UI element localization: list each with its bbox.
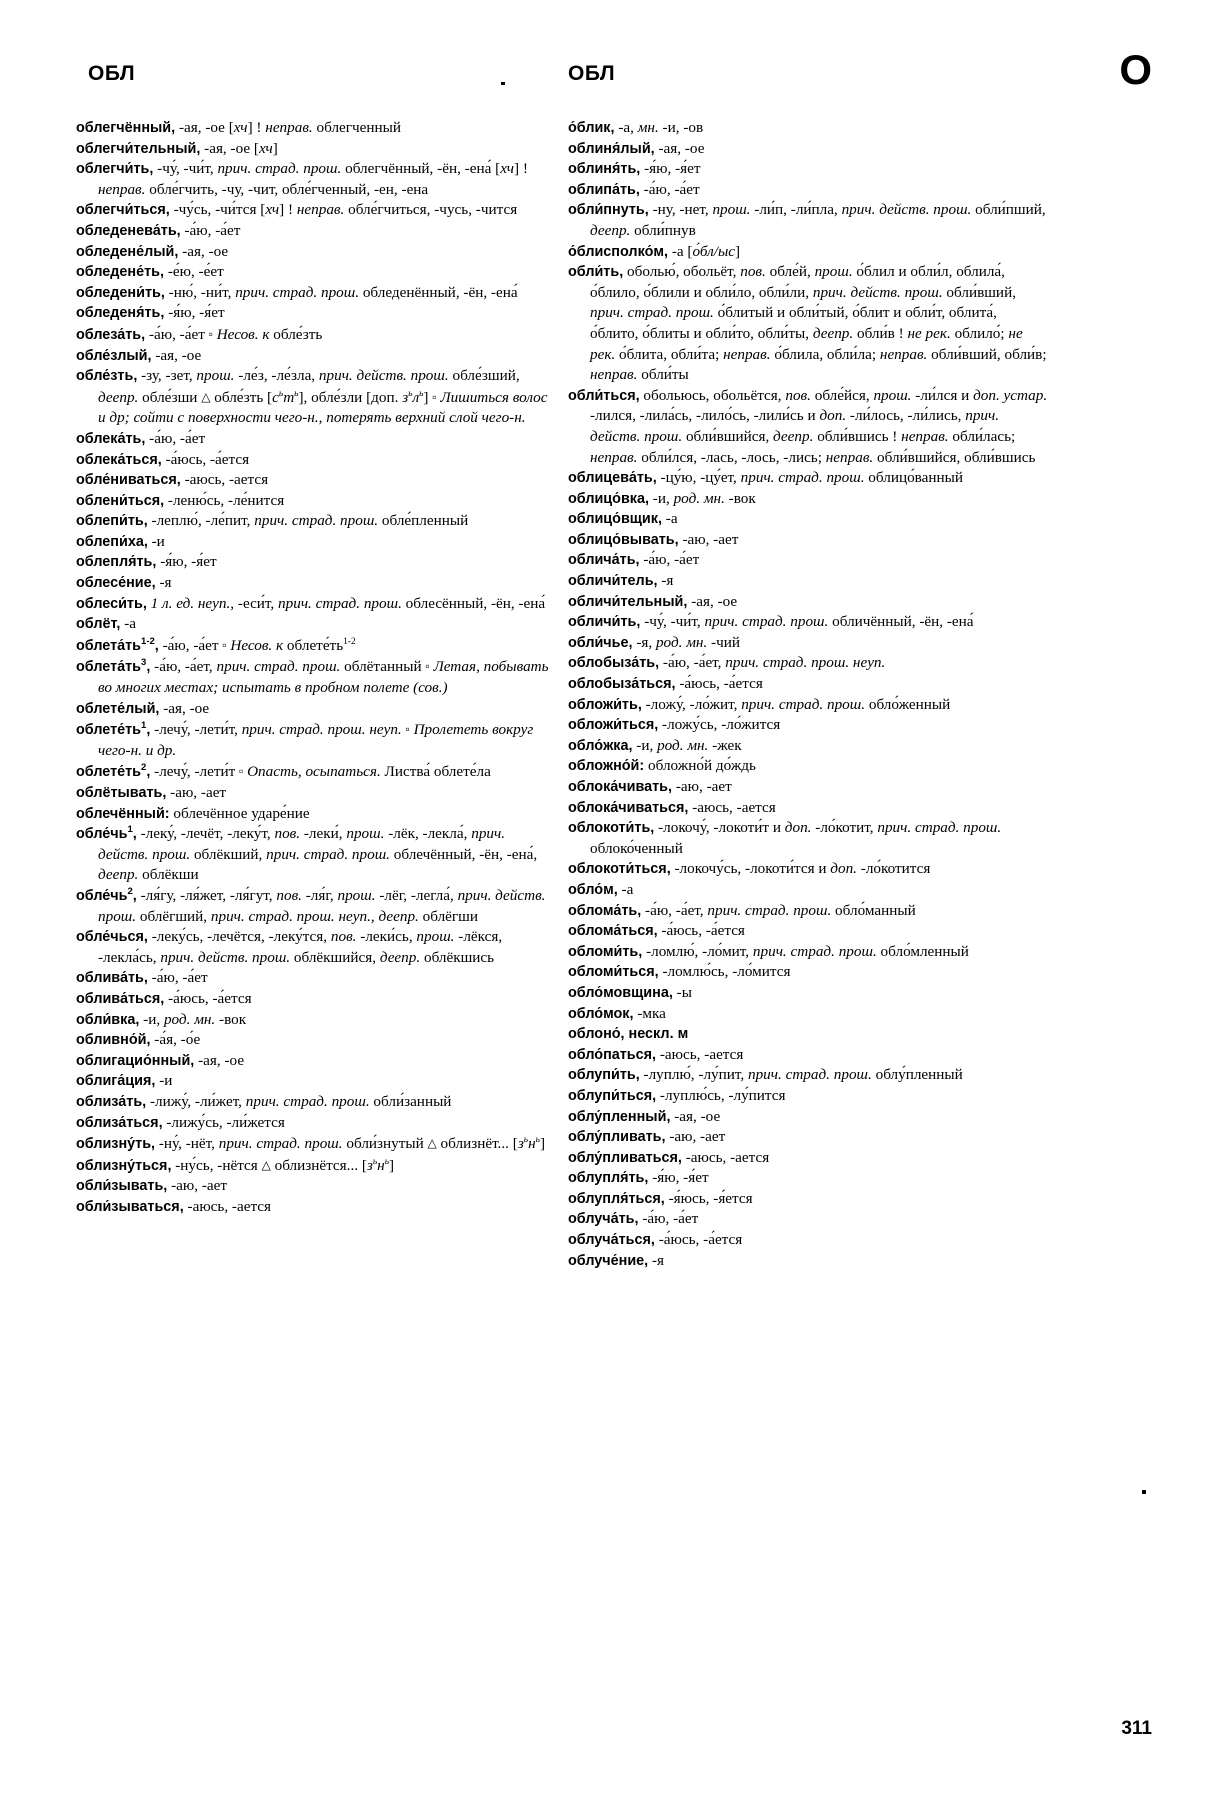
- dictionary-entry: [76, 699, 556, 720]
- dictionary-entry: [76, 262, 556, 283]
- entry-text: облигацио́нный, -ая, -ое: [76, 1051, 245, 1069]
- entry-text: облупи́ть, -луплю́, -лу́пит, прич. страд. прош. облу́пленный: [568, 1066, 963, 1084]
- dictionary-entry: [568, 118, 1048, 139]
- entry-text: обли́пнуть, -ну, -нет, прош. -ли́п, -ли́пла, прич. действ. прош. обли́пший, деепр. обли́пнув: [568, 201, 1046, 239]
- entry-text: облу́пливаться, -аюсь, -ается: [568, 1148, 770, 1166]
- dictionary-entry: [76, 200, 556, 221]
- entry-text: облока́чивать, -аю, -ает: [568, 778, 732, 795]
- entry-text: облиза́ться, -лижу́сь, -ли́жется: [76, 1113, 285, 1131]
- entry-text: обло́жка, -и, род. мн. -жек: [568, 736, 742, 754]
- dictionary-entry: [568, 715, 1048, 736]
- dictionary-entry: [76, 1176, 556, 1197]
- entry-text: облобыза́ться, -а́юсь, -а́ется: [568, 675, 763, 693]
- dictionary-entry: [568, 777, 1048, 798]
- dictionary-entry: [76, 450, 556, 471]
- entry-text: обле́злый, -ая, -ое: [76, 346, 202, 364]
- dictionary-entry: [568, 1004, 1048, 1025]
- entry-text: облечённый: облечённое ударе́ние: [76, 804, 310, 822]
- dictionary-entry: [568, 1065, 1048, 1086]
- entry-text: о́блик, -а, мн. -и, -ов: [568, 119, 704, 136]
- entry-text: облига́ция, -и: [76, 1072, 173, 1090]
- dictionary-entry: [568, 592, 1048, 613]
- dictionary-entry: [568, 242, 1048, 263]
- entry-text: облуче́ние, -я: [568, 1251, 665, 1269]
- entry-text: облупи́ться, -луплю́сь, -лу́пится: [568, 1086, 786, 1104]
- entry-text: облокоти́ться, -локочу́сь, -локоти́тся и доп. -ло́котится: [568, 860, 931, 878]
- dictionary-entry: [76, 221, 556, 242]
- entry-text: $облете́ть^1$, -лечу́, -лети́т, прич. страд. прош. неуп. ▫ Пролететь вокруг чего-н. и др.: [76, 720, 534, 759]
- entry-text: обложно́й: обложно́й до́ждь: [568, 757, 756, 775]
- dictionary-entry: [76, 429, 556, 450]
- entry-text: облуча́ть, -а́ю, -а́ет: [568, 1210, 699, 1228]
- entry-text: обледени́ть, -ню́, -ни́т, прич. страд. прош. обледенённый, -ён, -ена́: [76, 283, 518, 301]
- dictionary-entry: [76, 1092, 556, 1113]
- dictionary-entry: [568, 921, 1048, 942]
- entry-text: $обле́чь^2$, -ля́гу, -ля́жет, -ля́гут, пов. -ля́г, прош. -лёг, -легла́, прич. действ. прош. облёгший, прич. страд. прош. неуп., деепр. облёгши: [76, 886, 546, 925]
- entry-text: облегчи́ться, -чу́сь, -чи́тся [хч] ! неправ. обле́гчиться, -чусь, -чится: [76, 201, 518, 219]
- entry-text: облицева́ть, -цу́ю, -цу́ет, прич. страд. прош. облицо́ванный: [568, 469, 963, 487]
- entry-text: облома́ть, -а́ю, -а́ет, прич. страд. прош. обло́манный: [568, 901, 916, 919]
- dictionary-entry: [76, 1155, 556, 1177]
- dictionary-entry: [568, 901, 1048, 922]
- entry-text: обли́вка, -и, род. мн. -вок: [76, 1010, 247, 1028]
- dictionary-entry: [568, 1086, 1048, 1107]
- entry-text: обло́мок, -мка: [568, 1004, 666, 1022]
- entry-text: обличи́тель, -я: [568, 572, 674, 590]
- entry-text: облепля́ть, -я́ю, -я́ет: [76, 553, 217, 571]
- dictionary-entry: [568, 550, 1048, 571]
- right-column: [568, 118, 1048, 1271]
- dictionary-entry: [76, 1113, 556, 1134]
- dictionary-entry: [568, 962, 1048, 983]
- dictionary-entry: [76, 656, 556, 698]
- dictionary-entry: [568, 1209, 1048, 1230]
- entry-text: обло́м, -а: [568, 880, 634, 898]
- entry-text: обложи́ть, -ложу́, -ло́жит, прич. страд. прош. обло́женный: [568, 695, 951, 713]
- entry-text: обли́чье, -я, род. мн. -чий: [568, 633, 740, 651]
- dictionary-entry: [568, 1024, 1048, 1045]
- entry-text: облу́пленный, -ая, -ое: [568, 1107, 721, 1125]
- entry-text: облицо́вывать, -аю, -ает: [568, 530, 739, 548]
- dictionary-entry: [76, 761, 556, 783]
- entry-text: облепи́ха, -и: [76, 532, 165, 550]
- entry-text: обличи́ть, -чу́, -чи́т, прич. страд. прош. обличённый, -ён, -ена́: [568, 613, 974, 631]
- dictionary-entry: [76, 1030, 556, 1051]
- entry-text: $облета́ть^{1-2}$, -а́ю, -а́ет ▫ Несов. к $облете́ть^{1-2}$: [76, 636, 356, 654]
- dictionary-entry: [568, 1251, 1048, 1272]
- dictionary-entry: [568, 880, 1048, 901]
- entry-text: облесе́ние, -я: [76, 574, 172, 592]
- entry-text: облиза́ть, -лижу́, -ли́жет, прич. страд. прош. обли́занный: [76, 1092, 452, 1110]
- dictionary-entry: [76, 804, 556, 825]
- dictionary-entry: [568, 756, 1048, 777]
- dictionary-entry: [76, 118, 556, 139]
- entry-text: обле́ниваться, -аюсь, -ается: [76, 471, 269, 489]
- dictionary-entry: [76, 283, 556, 304]
- entry-text: облизну́ть, -ну́, -нёт, прич. страд. прош. обли́знутый △ облизнёт... $[з^ьн^ь]$: [76, 1135, 546, 1153]
- entry-text: обле́зть, -зу, -зет, прош. -ле́з, -ле́зла, прич. действ. прош. обле́зший, деепр. обле́зши △ обле́зть $[с^ьт^ь]$, обле́зли [доп. $з^ьл^ь$] ▫ Лишиться волос и др; сойти с поверхности чего-н., потерять верхний слой чего-н.: [76, 367, 548, 427]
- running-head-left: ОБЛ: [88, 62, 136, 85]
- dictionary-entry: [568, 798, 1048, 819]
- entry-text: облуча́ться, -а́юсь, -а́ется: [568, 1231, 743, 1249]
- dictionary-entry: [568, 653, 1048, 674]
- entry-text: обледеня́ть, -я́ю, -я́ет: [76, 304, 225, 322]
- dictionary-entry: [568, 1148, 1048, 1169]
- entry-text: облека́ть, -а́ю, -а́ет: [76, 429, 206, 447]
- dictionary-entry: [568, 468, 1048, 489]
- dictionary-entry: [76, 242, 556, 263]
- dictionary-entry: [568, 942, 1048, 963]
- dictionary-entry: [76, 1197, 556, 1218]
- running-head-mid: ОБЛ: [568, 62, 616, 85]
- dictionary-entry: [76, 303, 556, 324]
- entry-text: облокоти́ть, -локочу́, -локоти́т и доп. -ло́котит, прич. страд. прош. облоко́ченный: [568, 819, 1002, 857]
- entry-text: обледене́лый, -ая, -ое: [76, 242, 229, 260]
- entry-text: обложи́ться, -ложу́сь, -ло́жится: [568, 716, 781, 734]
- entry-text: обливно́й, -а́я, -о́е: [76, 1031, 201, 1049]
- entry-text: облепи́ть, -леплю́, -ле́пит, прич. страд. прош. обле́пленный: [76, 512, 469, 530]
- dictionary-entry: [568, 983, 1048, 1004]
- dictionary-entry: [76, 1133, 556, 1155]
- entry-text: облеза́ть, -а́ю, -а́ет ▫ Несов. к обле́зть: [76, 325, 323, 343]
- entry-text: облеси́ть, 1 л. ед. неуп., -еси́т, прич. страд. прош. облесённый, -ён, -ена́: [76, 594, 546, 612]
- dictionary-entry: [568, 509, 1048, 530]
- dictionary-entry: [568, 612, 1048, 633]
- dictionary-entry: [568, 1189, 1048, 1210]
- entry-text: обледенева́ть, -а́ю, -а́ет: [76, 221, 241, 239]
- entry-text: облиня́лый, -ая, -ое: [568, 139, 705, 157]
- dictionary-entry: [76, 614, 556, 635]
- entry-text: облупля́ть, -я́ю, -я́ет: [568, 1169, 709, 1187]
- header-dot: [501, 82, 505, 85]
- entry-text: облоно́, нескл. м: [568, 1026, 689, 1043]
- entry-text: облёт, -а: [76, 615, 137, 633]
- dictionary-entry: [568, 159, 1048, 180]
- letter-tab: О: [1119, 46, 1152, 93]
- entry-text: облегчи́тельный, -ая, -ое [хч]: [76, 139, 278, 157]
- entry-text: облупля́ться, -я́юсь, -я́ется: [568, 1189, 753, 1207]
- entry-text: обли́ться, обольюсь, обольётся, пов. обле́йся, прош. -ли́лся и доп. устар. -лился, -лила́сь, -лило́сь, -лили́сь и доп. -ли́лось, -ли́лись, прич. действ. прош. обли́вшийся, деепр. обли́вшись ! неправ. обли́лась; неправ. обли́лся, -лась, -лось, -лись; неправ. обли́вшийся, обли́вшись: [568, 386, 1048, 466]
- entry-text: обли́ть, оболью́, обольёт, пов. обле́й, прош. о́блил и обли́л, облила́, о́блило, о́блили и обли́ло, обли́ли, прич. действ. прош. обли́вший, прич. страд. прош. о́блитый и обли́тый, о́блит и обли́т, облита́, о́блито, о́блиты и обли́то, обли́ты, деепр. обли́в ! не рек. облило́; не рек. о́блита, обли́та; неправ. о́блила, обли́ла; неправ. обли́вший, обли́в; неправ. обли́ты: [568, 263, 1047, 384]
- dictionary-entry: [76, 491, 556, 512]
- dictionary-entry: [76, 532, 556, 553]
- dictionary-entry: [76, 1010, 556, 1031]
- entry-text: облобыза́ть, -а́ю, -а́ет, прич. страд. прош. неуп.: [568, 654, 886, 672]
- dictionary-entry: [76, 783, 556, 804]
- entry-text: обло́мовщина, -ы: [568, 983, 692, 1001]
- dictionary-entry: [76, 346, 556, 367]
- entry-text: облегчённый, -ая, -ое [хч] ! неправ. облегченный: [76, 119, 401, 136]
- entry-text: облиня́ть, -я́ю, -я́ет: [568, 160, 701, 178]
- entry-text: облегчи́ть, -чу́, -чи́т, прич. страд. прош. облегчённый, -ён, -ена́ [хч] ! неправ. обле́гчить, -чу, -чит, обле́гченный, -ен, -ена: [76, 160, 528, 198]
- entry-text: облека́ться, -а́юсь, -а́ется: [76, 450, 250, 468]
- entry-text: облётывать, -аю, -ает: [76, 784, 227, 801]
- dictionary-entry: [76, 1071, 556, 1092]
- dictionary-entry: [76, 989, 556, 1010]
- dictionary-entry: [568, 1168, 1048, 1189]
- dictionary-entry: [568, 736, 1048, 757]
- entry-text: обли́зывать, -аю, -ает: [76, 1177, 228, 1195]
- entry-text: обломи́ть, -ломлю́, -ло́мит, прич. страд. прош. обло́мленный: [568, 942, 969, 960]
- dictionary-entry: [76, 552, 556, 573]
- dictionary-entry: [76, 824, 556, 886]
- entry-text: облива́ть, -а́ю, -а́ет: [76, 969, 208, 987]
- entry-text: обледене́ть, -е́ю, -е́ет: [76, 263, 224, 281]
- dictionary-entry: [76, 968, 556, 989]
- entry-text: облете́лый, -ая, -ое: [76, 699, 210, 717]
- entry-text: $облете́ть^2$, -лечу́, -лети́т ▫ Опасть, осыпаться. Листва́ облете́ла: [76, 762, 491, 781]
- dictionary-entry: [568, 489, 1048, 510]
- dictionary-entry: [76, 573, 556, 594]
- dictionary-entry: [568, 571, 1048, 592]
- entry-text: обло́паться, -аюсь, -ается: [568, 1045, 744, 1063]
- entry-text: облока́чиваться, -аюсь, -ается: [568, 798, 776, 816]
- dictionary-entry: [76, 366, 556, 429]
- dictionary-entry: [568, 262, 1048, 386]
- entry-text: облизну́ться, -ну́сь, -нётся △ облизнётся... $[з^ьн^ь]$: [76, 1156, 395, 1174]
- dictionary-entry: [76, 324, 556, 346]
- dictionary-entry: [568, 674, 1048, 695]
- entry-text: о́блисполко́м, -а [о́бл/ыс]: [568, 242, 741, 260]
- entry-text: облицо́вщик, -а: [568, 510, 678, 528]
- page-number: 311: [1121, 1718, 1152, 1739]
- entry-text: обличи́тельный, -ая, -ое: [568, 592, 738, 610]
- dictionary-entry: [568, 1107, 1048, 1128]
- dictionary-entry: [76, 635, 556, 657]
- dictionary-entry: [568, 859, 1048, 880]
- dictionary-entry: [568, 818, 1048, 859]
- entry-text: обломи́ться, -ломлю́сь, -ло́мится: [568, 963, 791, 981]
- entry-text: облома́ться, -а́юсь, -а́ется: [568, 922, 745, 940]
- dictionary-entry: [76, 886, 556, 927]
- entry-text: облицо́вка, -и, род. мн. -вок: [568, 489, 756, 507]
- entry-text: облу́пливать, -аю, -ает: [568, 1128, 726, 1146]
- dictionary-entry: [76, 139, 556, 160]
- dictionary-entry: [568, 1230, 1048, 1251]
- dictionary-entry: [76, 1051, 556, 1072]
- entry-text: $облета́ть^3$, -а́ю, -а́ет, прич. страд. прош. облётанный ▫ Летая, побывать во многих местах; испытать в пробном полете (сов.): [76, 657, 549, 697]
- dictionary-entry: [568, 139, 1048, 160]
- page-header: [0, 46, 1230, 102]
- dictionary-entry: [568, 633, 1048, 654]
- entry-text: облипа́ть, -а́ю, -а́ет: [568, 180, 700, 198]
- entry-text: облича́ть, -а́ю, -а́ет: [568, 551, 700, 569]
- entry-text: облени́ться, -леню́сь, -ле́нится: [76, 491, 285, 509]
- dictionary-entry: [76, 927, 556, 968]
- dictionary-entry: [568, 1127, 1048, 1148]
- dictionary-entry: [568, 695, 1048, 716]
- entry-text: обли́зываться, -аюсь, -ается: [76, 1197, 272, 1215]
- dictionary-entry: [76, 511, 556, 532]
- margin-dot: [1142, 1490, 1146, 1494]
- dictionary-entry: [76, 719, 556, 761]
- entry-text: обле́чься, -леку́сь, -лечётся, -леку́тся, пов. -леки́сь, прош. -лёкся, -лекла́сь, прич. действ. прош. облёкшийся, деепр. облёкшись: [76, 928, 503, 966]
- left-column: [76, 118, 556, 1217]
- entry-text: $обле́чь^1$, -леку́, -лечёт, -леку́т, пов. -леки́, прош. -лёк, -лекла́, прич. действ. прош. облёкший, прич. страд. прош. облечённый, -ён, -ена́, деепр. облёкши: [76, 824, 538, 884]
- dictionary-entry: [76, 470, 556, 491]
- dictionary-entry: [76, 159, 556, 200]
- dictionary-entry: [568, 1045, 1048, 1066]
- entry-text: облива́ться, -а́юсь, -а́ется: [76, 989, 252, 1007]
- dictionary-entry: [568, 200, 1048, 241]
- dictionary-entry: [568, 530, 1048, 551]
- dictionary-entry: [76, 594, 556, 615]
- dictionary-entry: [568, 180, 1048, 201]
- dictionary-entry: [568, 386, 1048, 468]
